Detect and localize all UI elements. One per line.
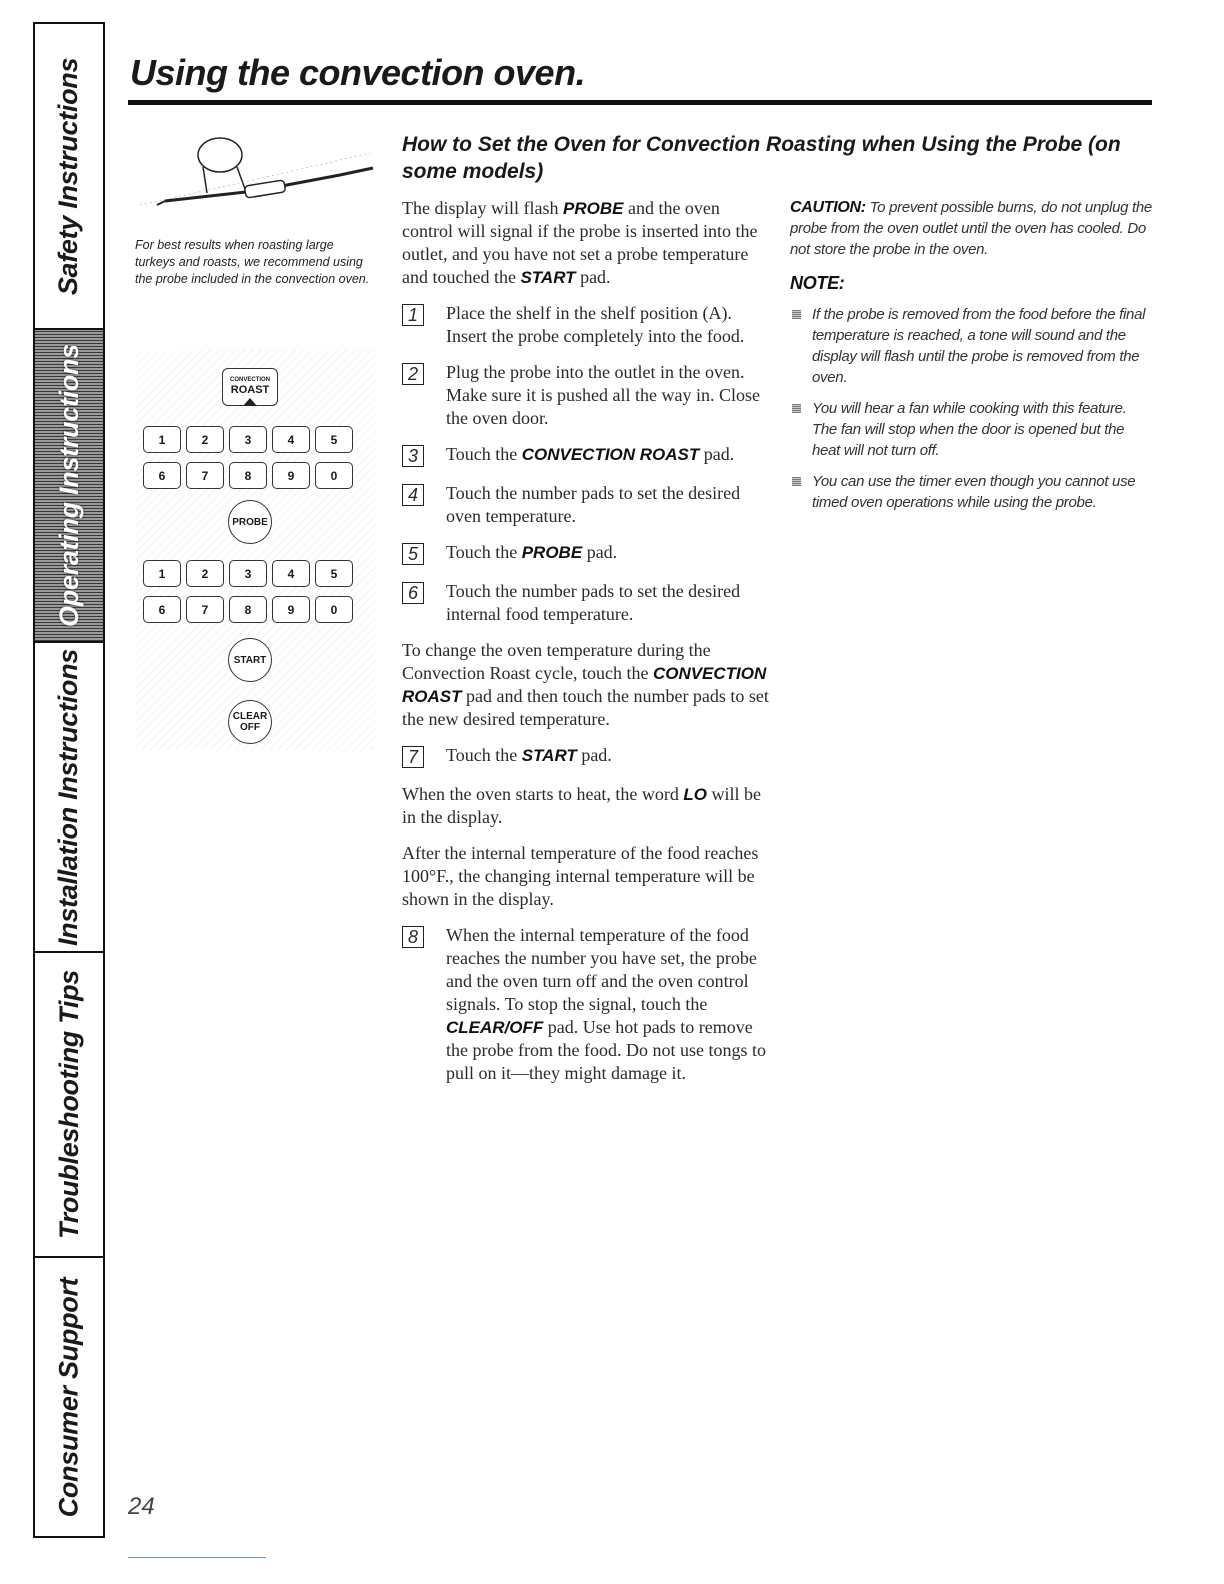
number-key: 1 <box>143 560 181 587</box>
number-key: 2 <box>186 560 224 587</box>
start-key: START <box>228 638 272 682</box>
step-4 <box>402 482 774 528</box>
sidebar-nav <box>33 22 105 1538</box>
tab-label: Installation Instructions <box>53 648 84 946</box>
illustration-caption: For best results when roasting large turkeys and roasts, we recommend using the probe included in the convection oven. <box>135 238 370 286</box>
tab-installation-instructions[interactable] <box>35 643 103 953</box>
step-text: When the internal temperature of the food reaches the number you have set, the probe and the oven turn off and the oven control signals. To stop the signal, touch the <box>446 925 757 1014</box>
heat-paragraph <box>402 783 774 829</box>
probe-key: PROBE <box>228 500 272 544</box>
step-text: Touch the <box>446 444 522 464</box>
step-3 <box>402 443 774 469</box>
internal-temperature-paragraph: After the internal temperature of the food reaches 100°F., the changing internal temperature will be shown in the display. <box>402 843 759 909</box>
tab-operating-instructions[interactable] <box>35 330 103 643</box>
clear-off-keyword: CLEAR/OFF <box>446 1018 544 1037</box>
lo-keyword: LO <box>683 785 708 804</box>
bullet-icon <box>792 477 801 486</box>
start-keyword: START <box>520 268 576 287</box>
paragraph-text: will be in the display. <box>402 784 762 827</box>
note-label: NOTE: <box>790 273 845 293</box>
step-text: Touch the number pads to set the desired internal food temperature. <box>446 581 741 624</box>
probe-keyword: PROBE <box>562 199 624 218</box>
step-text: Place the shelf in the shelf position (A). Insert the probe completely into the food. <box>446 303 745 346</box>
convection-roast-keyword: CONVECTION ROAST <box>402 664 767 706</box>
intro-text: The display will flash <box>402 198 563 218</box>
step-8 <box>402 924 774 1085</box>
bullet-icon <box>792 404 801 413</box>
change-temperature-paragraph <box>402 639 774 731</box>
off-key-label: OFF <box>240 722 260 733</box>
caution-text: To prevent possible burns, do not unplug the probe from the oven outlet until the oven has cooled. Do not store the probe in the oven. <box>790 199 1152 258</box>
probe-illustration <box>135 133 375 213</box>
tab-label: Operating Instructions <box>53 344 84 627</box>
paragraph-text: To change the oven temperature during the Convection Roast cycle, touch the <box>402 640 711 683</box>
step-text: Touch the number pads to set the desired oven temperature. <box>446 483 741 526</box>
note-text: You can use the timer even though you cannot use timed oven operations while using the probe. <box>812 473 1136 511</box>
paragraph-text: When the oven starts to heat, the word <box>402 784 684 804</box>
number-key: 3 <box>229 560 267 587</box>
tab-safety-instructions[interactable] <box>35 24 103 330</box>
step-number: 8 <box>402 926 424 948</box>
convection-key-small-label: CONVECTION <box>229 377 270 383</box>
note-bullet <box>790 471 1152 513</box>
number-key: 5 <box>315 560 353 587</box>
convection-roast-keyword: CONVECTION ROAST <box>521 445 700 464</box>
section-heading: How to Set the Oven for Convection Roasting when Using the Probe (on some models) <box>402 133 1121 183</box>
note-text: If the probe is removed from the food before the final temperature is reached, a tone will sound and the display will flash until the probe is removed from the oven. <box>812 306 1146 386</box>
tab-label: Consumer Support <box>53 1277 84 1517</box>
step-text: Plug the probe into the outlet in the oven. Make sure it is pushed all the way in. Close the oven door. <box>446 362 760 428</box>
tab-troubleshooting-tips[interactable] <box>35 953 103 1258</box>
number-key: 4 <box>272 560 310 587</box>
number-key: 4 <box>272 426 310 453</box>
keypad-background <box>135 350 375 750</box>
step-number: 4 <box>402 484 424 506</box>
step-number: 2 <box>402 363 424 385</box>
step-6 <box>402 580 774 626</box>
keypad-illustration <box>135 350 375 750</box>
step-number: 6 <box>402 582 424 604</box>
step-number: 7 <box>402 746 424 768</box>
intro-paragraph <box>402 197 774 289</box>
number-key: 7 <box>186 596 224 623</box>
number-key: 9 <box>272 596 310 623</box>
number-key: 0 <box>315 462 353 489</box>
note-text: You will hear a fan while cooking with this feature. The fan will stop when the door is opened but the heat will not turn off. <box>812 400 1127 459</box>
intro-text: pad. <box>575 267 611 287</box>
number-key: 6 <box>143 596 181 623</box>
step-7 <box>402 744 774 770</box>
number-key: 3 <box>229 426 267 453</box>
step-5 <box>402 541 774 567</box>
number-key: 0 <box>315 596 353 623</box>
tab-consumer-support[interactable] <box>35 1258 103 1536</box>
step-text: pad. Use hot pads to remove the probe from the food. Do not use tongs to pull on it—they might damage it. <box>446 1017 766 1083</box>
clear-key-label: CLEAR <box>232 711 268 722</box>
caution-label: CAUTION: <box>790 199 866 216</box>
step-number: 3 <box>402 445 424 467</box>
step-number: 1 <box>402 304 424 326</box>
footer-line <box>128 1557 266 1558</box>
number-key: 5 <box>315 426 353 453</box>
note-bullet <box>790 304 1152 388</box>
convection-key-label: ROAST <box>230 384 270 396</box>
title-rule <box>128 100 1152 105</box>
paragraph-text: pad and then touch the number pads to set the new desired temperature. <box>402 686 769 729</box>
step-number: 5 <box>402 543 424 565</box>
step-text: Touch the <box>446 542 522 562</box>
step-text: Touch the <box>446 745 522 765</box>
instructions-column <box>402 197 774 1098</box>
page-number: 24 <box>128 1493 155 1520</box>
tab-label: Troubleshooting Tips <box>53 970 84 1239</box>
start-keyword: START <box>521 746 577 765</box>
up-arrow-icon <box>243 398 257 406</box>
notes-column <box>790 197 1152 523</box>
tab-label: Safety Instructions <box>53 57 84 295</box>
clear-off-key <box>228 700 272 744</box>
bullet-icon <box>792 310 801 319</box>
number-key: 9 <box>272 462 310 489</box>
step-text: pad. <box>576 745 612 765</box>
step-text: pad. <box>582 542 618 562</box>
number-key: 8 <box>229 596 267 623</box>
caution-block <box>790 197 1152 260</box>
number-key: 7 <box>186 462 224 489</box>
step-2 <box>402 361 774 430</box>
step-1 <box>402 302 774 348</box>
intro-text: and the oven control will signal if the probe is inserted into the outlet, and you have not set a probe temperature and touched the <box>402 198 758 287</box>
number-key: 1 <box>143 426 181 453</box>
page-title: Using the convection oven. <box>130 52 586 93</box>
number-key: 8 <box>229 462 267 489</box>
number-key: 6 <box>143 462 181 489</box>
step-text: pad. <box>699 444 735 464</box>
note-bullet <box>790 398 1152 461</box>
probe-keyword: PROBE <box>521 543 583 562</box>
number-key: 2 <box>186 426 224 453</box>
